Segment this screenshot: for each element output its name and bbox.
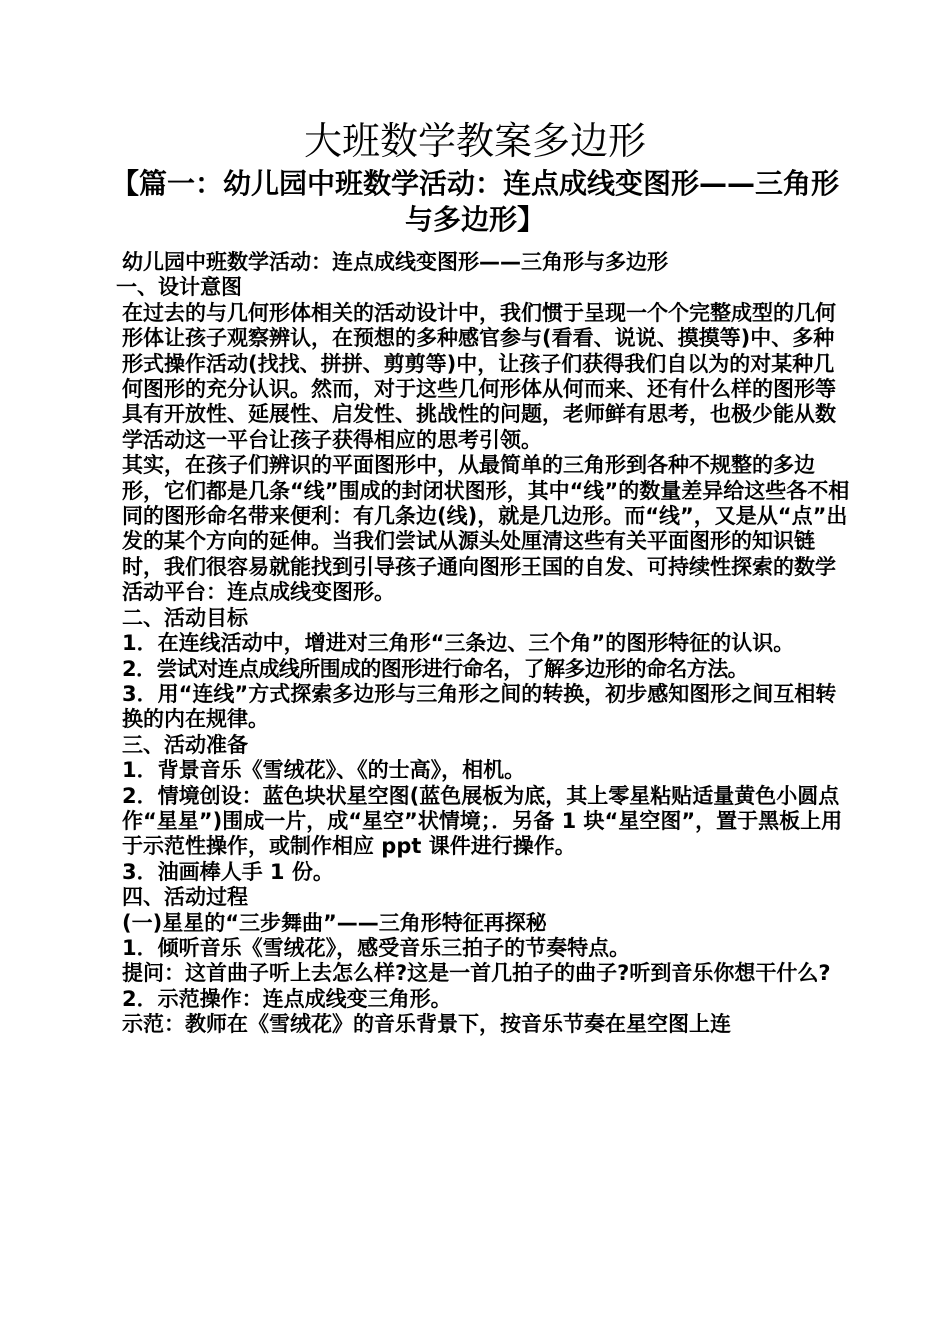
list-item: 2．示范操作：连点成线变三角形。 <box>122 986 452 1011</box>
list-item: 2．尝试对连点成线所围成的图形进行命名，了解多边形的命名方法。 <box>122 656 749 681</box>
section-heading: 三、活动准备 <box>122 732 248 757</box>
list-item: 1．在连线活动中，增进对三角形“三条边、三个角”的图形特征的认识。 <box>122 631 795 656</box>
section-heading: 四、活动过程 <box>122 885 248 910</box>
list-item: 2．情境创设：蓝色块状星空图(蓝色展板为底，其上零星粘贴适量黄色小圆点作“星星”)围成一片，成“星空”状情境；．另备 1 块“星空图”，置于黑板上用于示范性操作，或制作相应 ppt 课件进行操作。 <box>122 783 843 859</box>
list-item: 3．用“连线”方式探索多边形与三角形之间的转换，初步感知图形之间互相转换的内在规律。 <box>122 681 837 732</box>
section-heading: 二、活动目标 <box>122 605 248 630</box>
paragraph: 示范：教师在《雪绒花》的音乐背景下，按音乐节奏在星空图上连 <box>122 1012 731 1037</box>
paragraph: 在过去的与几何形体相关的活动设计中，我们惯于呈现一个个完整成型的几何形体让孩子观察辨认，在预想的多种感官参与(看看、说说、摸摸等)中、多种形式操作活动(找找、拼拼、剪剪等)中，让孩子们获得我们自以为的对某种几何图形的充分认识。然而，对于这些几何形体从何而来、还有什么样的图形等具有开放性、延展性、启发性、挑战性的问题，老师鲜有思考，也极少能从数学活动这一平台让孩子获得相应的思考引领。 <box>122 300 836 452</box>
activity-title: 幼儿园中班数学活动：连点成线变图形——三角形与多边形 <box>122 250 668 274</box>
subsection-heading: (一)星星的“三步舞曲”——三角形特征再探秘 <box>122 910 547 935</box>
paragraph: 提问：这首曲子听上去怎么样?这是一首几拍子的曲子?听到音乐你想干什么? <box>122 961 831 986</box>
list-item: 1．倾听音乐《雪绒花》，感受音乐三拍子的节奏特点。 <box>122 935 631 960</box>
list-item: 3．油画棒人手 1 份。 <box>122 859 334 884</box>
document-title: 大班数学教案多边形 <box>303 119 646 163</box>
document-subtitle: 【篇一：幼儿园中班数学活动：连点成线变图形——三角形与多边形】 <box>110 167 839 236</box>
list-item: 1．背景音乐《雪绒花》、《的士高》，相机。 <box>122 758 526 783</box>
paragraph: 其实，在孩子们辨识的平面图形中，从最简单的三角形到各种不规整的多边形，它们都是几条“线”围成的封闭状图形，其中“线”的数量差异给这些各不相同的图形命名带来便利：有几条边(线)，就是几边形。而“线”，又是从“点”出发的某个方向的延伸。当我们尝试从源头处厘清这些有关平面图形的知识链时，我们很容易就能找到引导孩子通向图形王国的自发、可持续性探索的数学活动平台：连点成线变图形。 <box>122 453 850 605</box>
section-heading: 一、设计意图 <box>116 275 242 300</box>
document-body <box>116 250 854 1038</box>
